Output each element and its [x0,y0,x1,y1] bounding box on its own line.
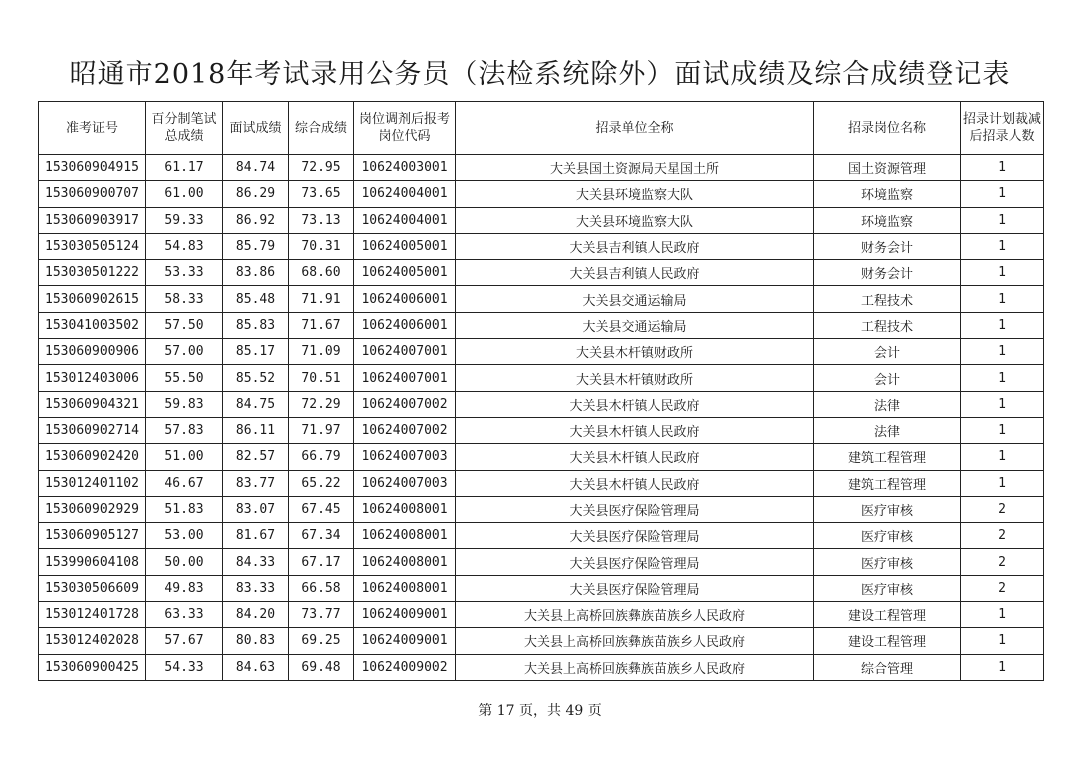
interview-score-cell: 86.11 [223,417,289,443]
total-score-cell: 73.13 [289,207,354,233]
table-row [39,233,1044,259]
table-header-row [39,102,1044,155]
score-table [38,101,1044,681]
employer-name-cell: 大关县上高桥回族彝族苗族乡人民政府 [456,654,814,680]
written-score-cell: 51.00 [146,444,223,470]
written-score-cell: 61.00 [146,181,223,207]
total-score-cell: 68.60 [289,260,354,286]
total-score-cell: 65.22 [289,470,354,496]
position-name-cell: 建筑工程管理 [814,470,961,496]
position-code-cell: 10624007002 [354,391,456,417]
position-name-cell: 财务会计 [814,260,961,286]
position-name-cell: 建筑工程管理 [814,444,961,470]
total-score-cell: 67.17 [289,549,354,575]
total-score-cell: 72.95 [289,155,354,181]
position-code-cell: 10624007001 [354,365,456,391]
hire-count-cell: 1 [961,391,1044,417]
hire-count-cell: 2 [961,496,1044,522]
employer-name-cell: 大关县国土资源局天星国土所 [456,155,814,181]
exam-number-cell: 153060904321 [39,391,146,417]
position-name-cell: 医疗审核 [814,549,961,575]
employer-name-cell: 大关县木杆镇财政所 [456,365,814,391]
total-score-cell: 71.97 [289,417,354,443]
interview-score-cell: 85.52 [223,365,289,391]
position-code-cell: 10624008001 [354,496,456,522]
position-name-cell: 医疗审核 [814,496,961,522]
position-name-cell: 会计 [814,339,961,365]
header-position-name: 招录岗位名称 [814,102,961,155]
exam-number-cell: 153030505124 [39,233,146,259]
interview-score-cell: 83.33 [223,575,289,601]
hire-count-cell: 1 [961,181,1044,207]
written-score-cell: 57.83 [146,417,223,443]
written-score-cell: 50.00 [146,549,223,575]
hire-count-cell: 2 [961,549,1044,575]
hire-count-cell: 1 [961,654,1044,680]
exam-number-cell: 153060902420 [39,444,146,470]
table-row [39,260,1044,286]
position-name-cell: 会计 [814,365,961,391]
table-row [39,312,1044,338]
exam-number-cell: 153041003502 [39,312,146,338]
interview-score-cell: 85.83 [223,312,289,338]
hire-count-cell: 1 [961,339,1044,365]
hire-count-cell: 1 [961,444,1044,470]
hire-count-cell: 1 [961,155,1044,181]
position-code-cell: 10624004001 [354,207,456,233]
position-code-cell: 10624003001 [354,155,456,181]
position-name-cell: 建设工程管理 [814,628,961,654]
table-row [39,523,1044,549]
written-score-cell: 53.33 [146,260,223,286]
hire-count-cell: 1 [961,470,1044,496]
position-name-cell: 财务会计 [814,233,961,259]
written-score-cell: 57.00 [146,339,223,365]
employer-name-cell: 大关县木杆镇财政所 [456,339,814,365]
position-code-cell: 10624008001 [354,549,456,575]
header-position-code: 岗位调剂后报考岗位代码 [354,102,456,155]
employer-name-cell: 大关县环境监察大队 [456,207,814,233]
total-score-cell: 69.48 [289,654,354,680]
interview-score-cell: 83.86 [223,260,289,286]
interview-score-cell: 84.63 [223,654,289,680]
table-row [39,207,1044,233]
written-score-cell: 51.83 [146,496,223,522]
table-row [39,654,1044,680]
interview-score-cell: 80.83 [223,628,289,654]
written-score-cell: 55.50 [146,365,223,391]
table-row [39,575,1044,601]
table-row [39,339,1044,365]
total-score-cell: 71.91 [289,286,354,312]
position-code-cell: 10624005001 [354,260,456,286]
hire-count-cell: 1 [961,365,1044,391]
position-code-cell: 10624007003 [354,470,456,496]
employer-name-cell: 大关县环境监察大队 [456,181,814,207]
header-total-score: 综合成绩 [289,102,354,155]
table-row [39,365,1044,391]
total-score-cell: 66.58 [289,575,354,601]
employer-name-cell: 大关县医疗保险管理局 [456,575,814,601]
exam-number-cell: 153060902929 [39,496,146,522]
interview-score-cell: 86.29 [223,181,289,207]
hire-count-cell: 1 [961,233,1044,259]
table-row [39,286,1044,312]
written-score-cell: 57.50 [146,312,223,338]
interview-score-cell: 85.79 [223,233,289,259]
exam-number-cell: 153060903917 [39,207,146,233]
position-code-cell: 10624008001 [354,575,456,601]
page-footer: 第 17 页，共 49 页 [478,703,602,719]
interview-score-cell: 84.20 [223,602,289,628]
total-score-cell: 71.09 [289,339,354,365]
exam-number-cell: 153060900906 [39,339,146,365]
employer-name-cell: 大关县上高桥回族彝族苗族乡人民政府 [456,602,814,628]
exam-number-cell: 153060904915 [39,155,146,181]
total-score-cell: 72.29 [289,391,354,417]
exam-number-cell: 153060902714 [39,417,146,443]
total-score-cell: 70.31 [289,233,354,259]
written-score-cell: 54.83 [146,233,223,259]
hire-count-cell: 1 [961,628,1044,654]
written-score-cell: 54.33 [146,654,223,680]
position-code-cell: 10624007001 [354,339,456,365]
total-score-cell: 67.34 [289,523,354,549]
hire-count-cell: 1 [961,312,1044,338]
interview-score-cell: 84.33 [223,549,289,575]
hire-count-cell: 1 [961,417,1044,443]
position-code-cell: 10624007003 [354,444,456,470]
position-code-cell: 10624009002 [354,654,456,680]
position-code-cell: 10624007002 [354,417,456,443]
exam-number-cell: 153012403006 [39,365,146,391]
employer-name-cell: 大关县吉利镇人民政府 [456,233,814,259]
hire-count-cell: 1 [961,260,1044,286]
exam-number-cell: 153060900425 [39,654,146,680]
exam-number-cell: 153012401728 [39,602,146,628]
position-name-cell: 工程技术 [814,286,961,312]
total-score-cell: 69.25 [289,628,354,654]
interview-score-cell: 83.07 [223,496,289,522]
position-name-cell: 医疗审核 [814,523,961,549]
exam-number-cell: 153030501222 [39,260,146,286]
position-name-cell: 建设工程管理 [814,602,961,628]
total-score-cell: 71.67 [289,312,354,338]
interview-score-cell: 83.77 [223,470,289,496]
hire-count-cell: 1 [961,286,1044,312]
written-score-cell: 58.33 [146,286,223,312]
exam-number-cell: 153012401102 [39,470,146,496]
hire-count-cell: 1 [961,602,1044,628]
interview-score-cell: 85.17 [223,339,289,365]
total-score-cell: 73.65 [289,181,354,207]
header-interview-score: 面试成绩 [223,102,289,155]
total-score-cell: 66.79 [289,444,354,470]
table-row [39,181,1044,207]
written-score-cell: 46.67 [146,470,223,496]
interview-score-cell: 84.75 [223,391,289,417]
hire-count-cell: 2 [961,575,1044,601]
position-name-cell: 工程技术 [814,312,961,338]
position-code-cell: 10624008001 [354,523,456,549]
header-hire-count: 招录计划裁减后招录人数 [961,102,1044,155]
table-row [39,602,1044,628]
table-row [39,470,1044,496]
position-code-cell: 10624006001 [354,312,456,338]
employer-name-cell: 大关县吉利镇人民政府 [456,260,814,286]
employer-name-cell: 大关县木杆镇人民政府 [456,417,814,443]
position-name-cell: 环境监察 [814,181,961,207]
exam-number-cell: 153990604108 [39,549,146,575]
hire-count-cell: 2 [961,523,1044,549]
employer-name-cell: 大关县医疗保险管理局 [456,523,814,549]
table-row [39,628,1044,654]
position-name-cell: 环境监察 [814,207,961,233]
total-score-cell: 73.77 [289,602,354,628]
exam-number-cell: 153060902615 [39,286,146,312]
table-row [39,444,1044,470]
interview-score-cell: 81.67 [223,523,289,549]
exam-number-cell: 153030506609 [39,575,146,601]
employer-name-cell: 大关县医疗保险管理局 [456,549,814,575]
table-row [39,496,1044,522]
written-score-cell: 63.33 [146,602,223,628]
interview-score-cell: 85.48 [223,286,289,312]
position-name-cell: 医疗审核 [814,575,961,601]
total-score-cell: 70.51 [289,365,354,391]
exam-number-cell: 153012402028 [39,628,146,654]
total-score-cell: 67.45 [289,496,354,522]
employer-name-cell: 大关县木杆镇人民政府 [456,444,814,470]
table-row [39,155,1044,181]
page-title: 昭通市2018年考试录用公务员（法检系统除外）面试成绩及综合成绩登记表 [69,59,1011,90]
written-score-cell: 53.00 [146,523,223,549]
position-code-cell: 10624009001 [354,602,456,628]
table-row [39,549,1044,575]
hire-count-cell: 1 [961,207,1044,233]
employer-name-cell: 大关县木杆镇人民政府 [456,470,814,496]
employer-name-cell: 大关县木杆镇人民政府 [456,391,814,417]
position-code-cell: 10624009001 [354,628,456,654]
written-score-cell: 61.17 [146,155,223,181]
position-code-cell: 10624005001 [354,233,456,259]
interview-score-cell: 82.57 [223,444,289,470]
position-name-cell: 法律 [814,417,961,443]
written-score-cell: 59.83 [146,391,223,417]
employer-name-cell: 大关县交通运输局 [456,312,814,338]
position-name-cell: 国土资源管理 [814,155,961,181]
position-name-cell: 综合管理 [814,654,961,680]
interview-score-cell: 84.74 [223,155,289,181]
employer-name-cell: 大关县医疗保险管理局 [456,496,814,522]
employer-name-cell: 大关县交通运输局 [456,286,814,312]
header-employer-name: 招录单位全称 [456,102,814,155]
interview-score-cell: 86.92 [223,207,289,233]
position-code-cell: 10624004001 [354,181,456,207]
table-row [39,391,1044,417]
employer-name-cell: 大关县上高桥回族彝族苗族乡人民政府 [456,628,814,654]
exam-number-cell: 153060905127 [39,523,146,549]
position-code-cell: 10624006001 [354,286,456,312]
written-score-cell: 59.33 [146,207,223,233]
written-score-cell: 49.83 [146,575,223,601]
written-score-cell: 57.67 [146,628,223,654]
table-body [39,155,1044,681]
exam-number-cell: 153060900707 [39,181,146,207]
header-exam-number: 准考证号 [39,102,146,155]
header-written-score: 百分制笔试总成绩 [146,102,223,155]
position-name-cell: 法律 [814,391,961,417]
table-row [39,417,1044,443]
